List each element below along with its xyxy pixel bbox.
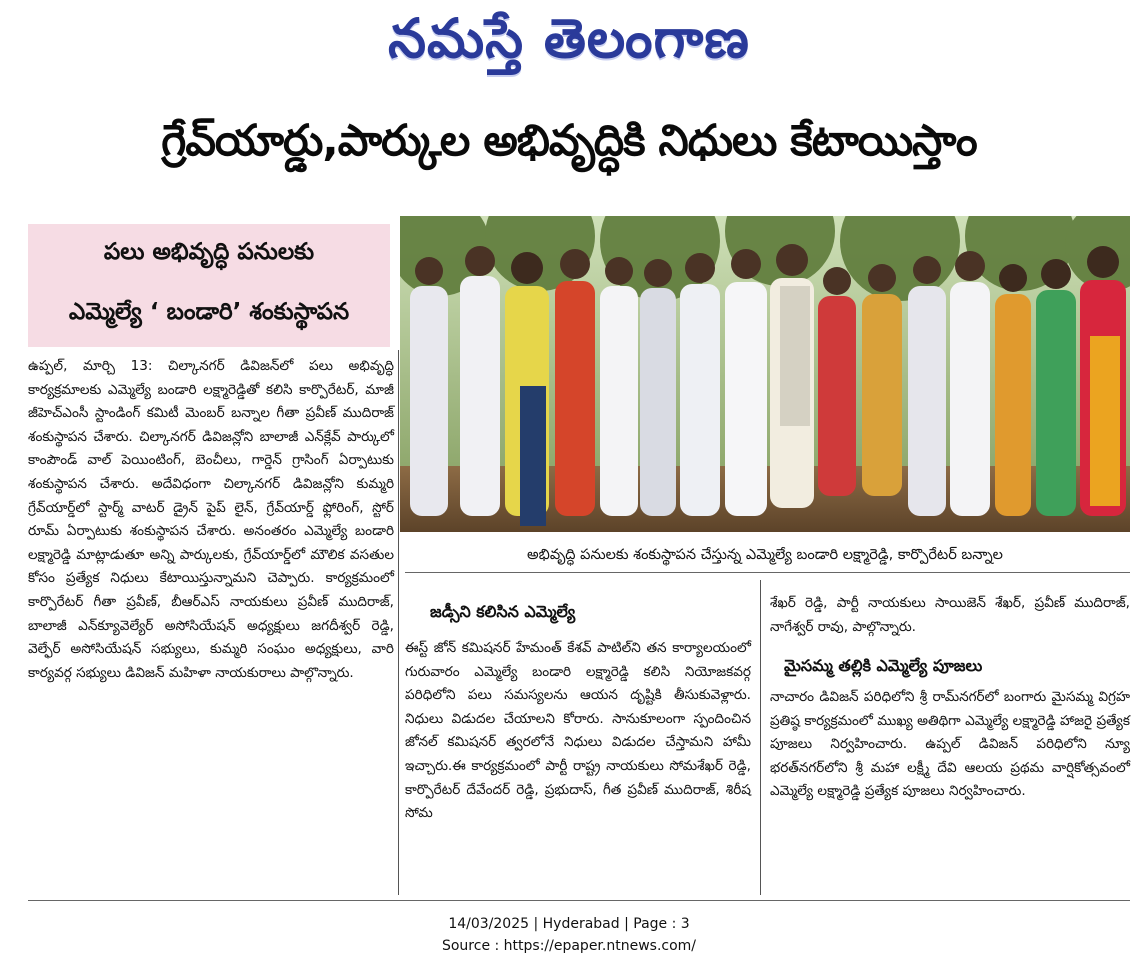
second-article-continued: శేఖర్ రెడ్డి, పార్టీ నాయకులు సాయిజెన్ శేఖర్, ప్రవీణ్ ముదిరాజ్, నాగేశ్వర్ రావు, పాల్గొన్నారు. — [770, 595, 1130, 635]
masthead — [0, 2, 1138, 78]
kicker-line-2: ఎమ్మెల్యే ‘ బండారి’ శంకుస్థాపన — [68, 299, 350, 325]
third-article-heading: మైసమ్మ తల్లికి ఎమ్మెల్యే పూజలు — [784, 656, 983, 675]
second-article-body: ఈస్ట్ జోన్ కమిషనర్ హేమంత్ కేశవ్ పాటిల్‌ని తన కార్యాలయంలో గురువారం ఎమ్మెల్యే బండారి లక్ష్మారెడ్డి కలిసి నియోజకవర్గ పరిధిలోని పలు సమస్యలను ఆయన దృష్టికి తీసుకువెళ్లారు. నిధులు విడుదల చేయాలని కోరారు. సానుకూలంగా స్పందించిన జోనల్ కమిషనర్ త్వరలోనే నిధులు విడుదల చేస్తామని హామీ ఇచ్చారు.ఈ కార్యక్రమంలో పార్టీ రాష్ట్ర నాయకులు సోమశేఖర్ రెడ్డి, కార్పొరేటర్ దేవేందర్ రెడ్డి, ప్రభుదాస్, గీత ప్రవీణ్ ముదిరాజ్, శిరీష సోమ — [405, 640, 751, 822]
third-article-body: నాచారం డివిజన్ పరిధిలోని శ్రీ రామ్‌నగర్‌లో బంగారు మైసమ్మ విగ్రహ ప్రతిష్ఠ కార్యక్రమంలో ముఖ్య అతిథిగా ఎమ్మెల్యే లక్ష్మారెడ్డి హాజరై ప్రత్యేక పూజలు నిర్వహించారు. ఉప్పల్ డివిజన్ పరిధిలోని న్యూ భరత్‌నగర్‌లోని శ్రీ మహా లక్ష్మీ దేవి ఆలయ ప్రథమ వార్షికోత్సవంలో ఎమ్మెల్యే లక్ష్మారెడ్డి ప్రత్యేక పూజలు నిర్వహించారు. — [770, 689, 1130, 800]
headline: గ్రేవ్‌యార్డు,పార్కుల అభివృద్ధికి నిధులు కేటాయిస్తాం — [161, 116, 977, 166]
footer-divider — [28, 900, 1130, 901]
photo-caption: అభివృద్ధి పనులకు శంకుస్థాపన చేస్తున్న ఎమ్మెల్యే బండారి లక్ష్మారెడ్డి, కార్పొరేటర్ బన్నాల — [527, 547, 1003, 563]
column-divider-1 — [398, 350, 399, 895]
kicker-box — [28, 224, 390, 347]
caption-divider — [405, 572, 1130, 573]
masthead-title: నమస్తే తెలంగాణ — [388, 6, 750, 70]
column-divider-2 — [760, 580, 761, 895]
main-article-body: ఉప్పల్, మార్చి 13: చిల్కానగర్ డివిజన్‌లో పలు అభివృద్ధి కార్యక్రమాలకు ఎమ్మెల్యే బండారి లక్ష్మారెడ్డితో కలిసి కార్పొరేటర్, మాజీ జీహెచ్‌ఎంసీ స్టాండింగ్ కమిటీ మెంబర్ బన్నాల గీతా ప్రవీణ్ ముదిరాజ్ శంకుస్థాపన చేశారు. చిల్కానగర్ డివిజన్లోని బాలాజీ ఎన్‌క్లేవ్ పార్కులో కాంపౌండ్ వాల్ పెయింటింగ్, బెంచీలు, గార్డెన్ గ్రాసింగ్ ఏర్పాటుకు శంకుస్థాపన చేశారు. అదేవిధంగా చిల్కానగర్ డివిజన్లోని కుమ్మరి గ్రేవ్‌యార్డ్‌లో స్టార్మ్ వాటర్ డ్రైన్ పైప్ లైన్, గ్రేవ్‌యార్డ్ ఫ్లోరింగ్, స్టోర్ రూమ్ ఏర్పాటుకు శంకుస్థాపన చేశారు. అనంతరం ఎమ్మెల్యే బండారి లక్ష్మారెడ్డి మాట్లాడుతూ అన్ని పార్కులకు, గ్రేవ్‌యార్డ్‌లో మౌలిక వసతుల కోసం ప్రత్యేక నిధులు కేటాయిస్తున్నామని చెప్పారు. కార్యక్రమంలో కార్పొరేటర్ గీతా ప్రవీణ్, బీఆర్‌ఎస్ నాయకులు ప్రవీణ్ ముదిరాజ్, బాలాజీ ఎన్‌క్యూవెల్యేర్ అసోసియేషన్ అధ్యక్షులు జగదీశ్వర్ రెడ్డి, వెల్ఫేర్ అసోసియేషన్ సభ్యులు, కుమ్మరి సంఘం అధ్యక్షులు, వారి కార్యవర్గ సభ్యులు డివిజన్ మహిళా నాయకురాలు పాల్గొన్నారు. — [28, 358, 394, 681]
footer-meta: 14/03/2025 | Hyderabad | Page : 3 — [448, 916, 690, 932]
second-article-heading: జడ్సీని కలిసిన ఎమ్మెల్యే — [430, 602, 576, 621]
footer-source: Source : https://epaper.ntnews.com/ — [441, 938, 697, 954]
kicker-line-1: పలు అభివృద్ధి పనులకు — [103, 239, 315, 265]
news-photo — [400, 216, 1130, 532]
